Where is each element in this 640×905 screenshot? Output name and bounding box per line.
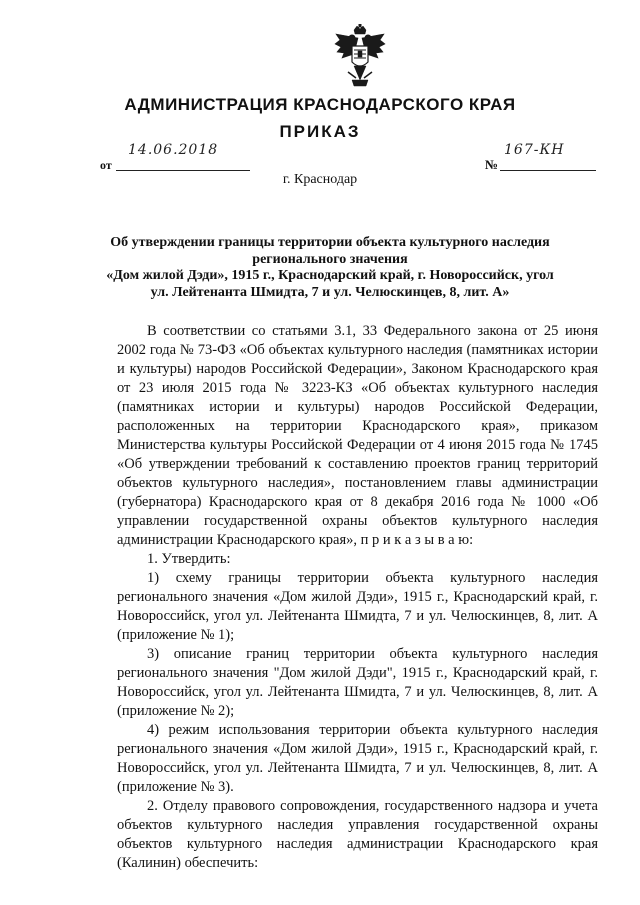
item-1-4: 4) режим использования территории объекта культурного наследия регионального значения «Дом жилой Дэди», 1915 г., Краснодарский край, г. Новороссийск, угол ул. Лейтенанта Шмидта, 7 и ул. Челюскинцев, 8, лит. А (приложение № 3). bbox=[117, 722, 598, 795]
title-line: ул. Лейтенанта Шмидта, 7 и ул. Челюскинцев, 8, лит. А» bbox=[150, 284, 510, 300]
document-body bbox=[117, 322, 598, 873]
title-line: регионального значения bbox=[252, 251, 408, 267]
date-value: 14.06.2018 bbox=[128, 142, 219, 158]
city: г. Краснодар bbox=[282, 172, 358, 187]
document-title bbox=[90, 235, 570, 301]
date-label: от bbox=[100, 158, 112, 172]
item-1-1: 1) схему границы территории объекта культурного наследия регионального значения «Дом жилой Дэди», 1915 г., Краснодарский край, г. Новороссийск, угол ул. Лейтенанта Шмидта, 7 и ул. Челюскинцев, 8, лит. А (приложение № 1); bbox=[117, 570, 598, 643]
preamble-paragraph: В соответствии со статьями 3.1, 33 Федерального закона от 25 июня 2002 года № 73-ФЗ «Об объектах культурного наследия (памятниках истории и культуры) народов Российской Федерации», Законом Краснодарского края от 23 июля 2015 года № 3223-КЗ «Об объектах культурного наследия (памятниках истории и культуры) народов Российской Федерации, расположенных на территории Краснодарского края», приказом Министерства культуры Российской Федерации от 4 июня 2015 года № 1745 «Об утверждении требований к составлению проектов границ территорий объектов культурного наследия», постановлением главы администрации (губернатора) Краснодарского края от 8 декабря 2016 года № 1000 «Об управлении государственной охраны объектов культурного наследия администрации Краснодарского края», п р и к а з ы в а ю: bbox=[117, 323, 598, 548]
item-1-3: 3) описание границ территории объекта культурного наследия регионального значения "Дом жилой Дэди", 1915 г., Краснодарский край, г. Новороссийск, угол ул. Лейтенанта Шмидта, 7 и ул. Челюскинцев, 8, лит. А (приложение № 2); bbox=[117, 646, 598, 719]
document-type: ПРИКАЗ bbox=[279, 122, 361, 141]
number-label: № bbox=[485, 157, 499, 172]
item-1: 1. Утвердить: bbox=[147, 551, 231, 567]
coat-of-arms-icon bbox=[332, 24, 388, 88]
title-line: «Дом жилой Дэди», 1915 г., Краснодарский край, г. Новороссийск, угол bbox=[106, 268, 554, 283]
organization-name: АДМИНИСТРАЦИЯ КРАСНОДАРСКОГО КРАЯ bbox=[124, 95, 516, 114]
item-2: 2. Отделу правового сопровождения, государственного надзора и учета объектов культурного наследия управления государственной охраны объектов культурного наследия администрации Краснодарского края (Калинин) обеспечить: bbox=[117, 798, 598, 871]
title-line: Об утверждении границы территории объекта культурного наследия bbox=[110, 235, 550, 250]
number-value: 167-КН bbox=[504, 142, 565, 158]
